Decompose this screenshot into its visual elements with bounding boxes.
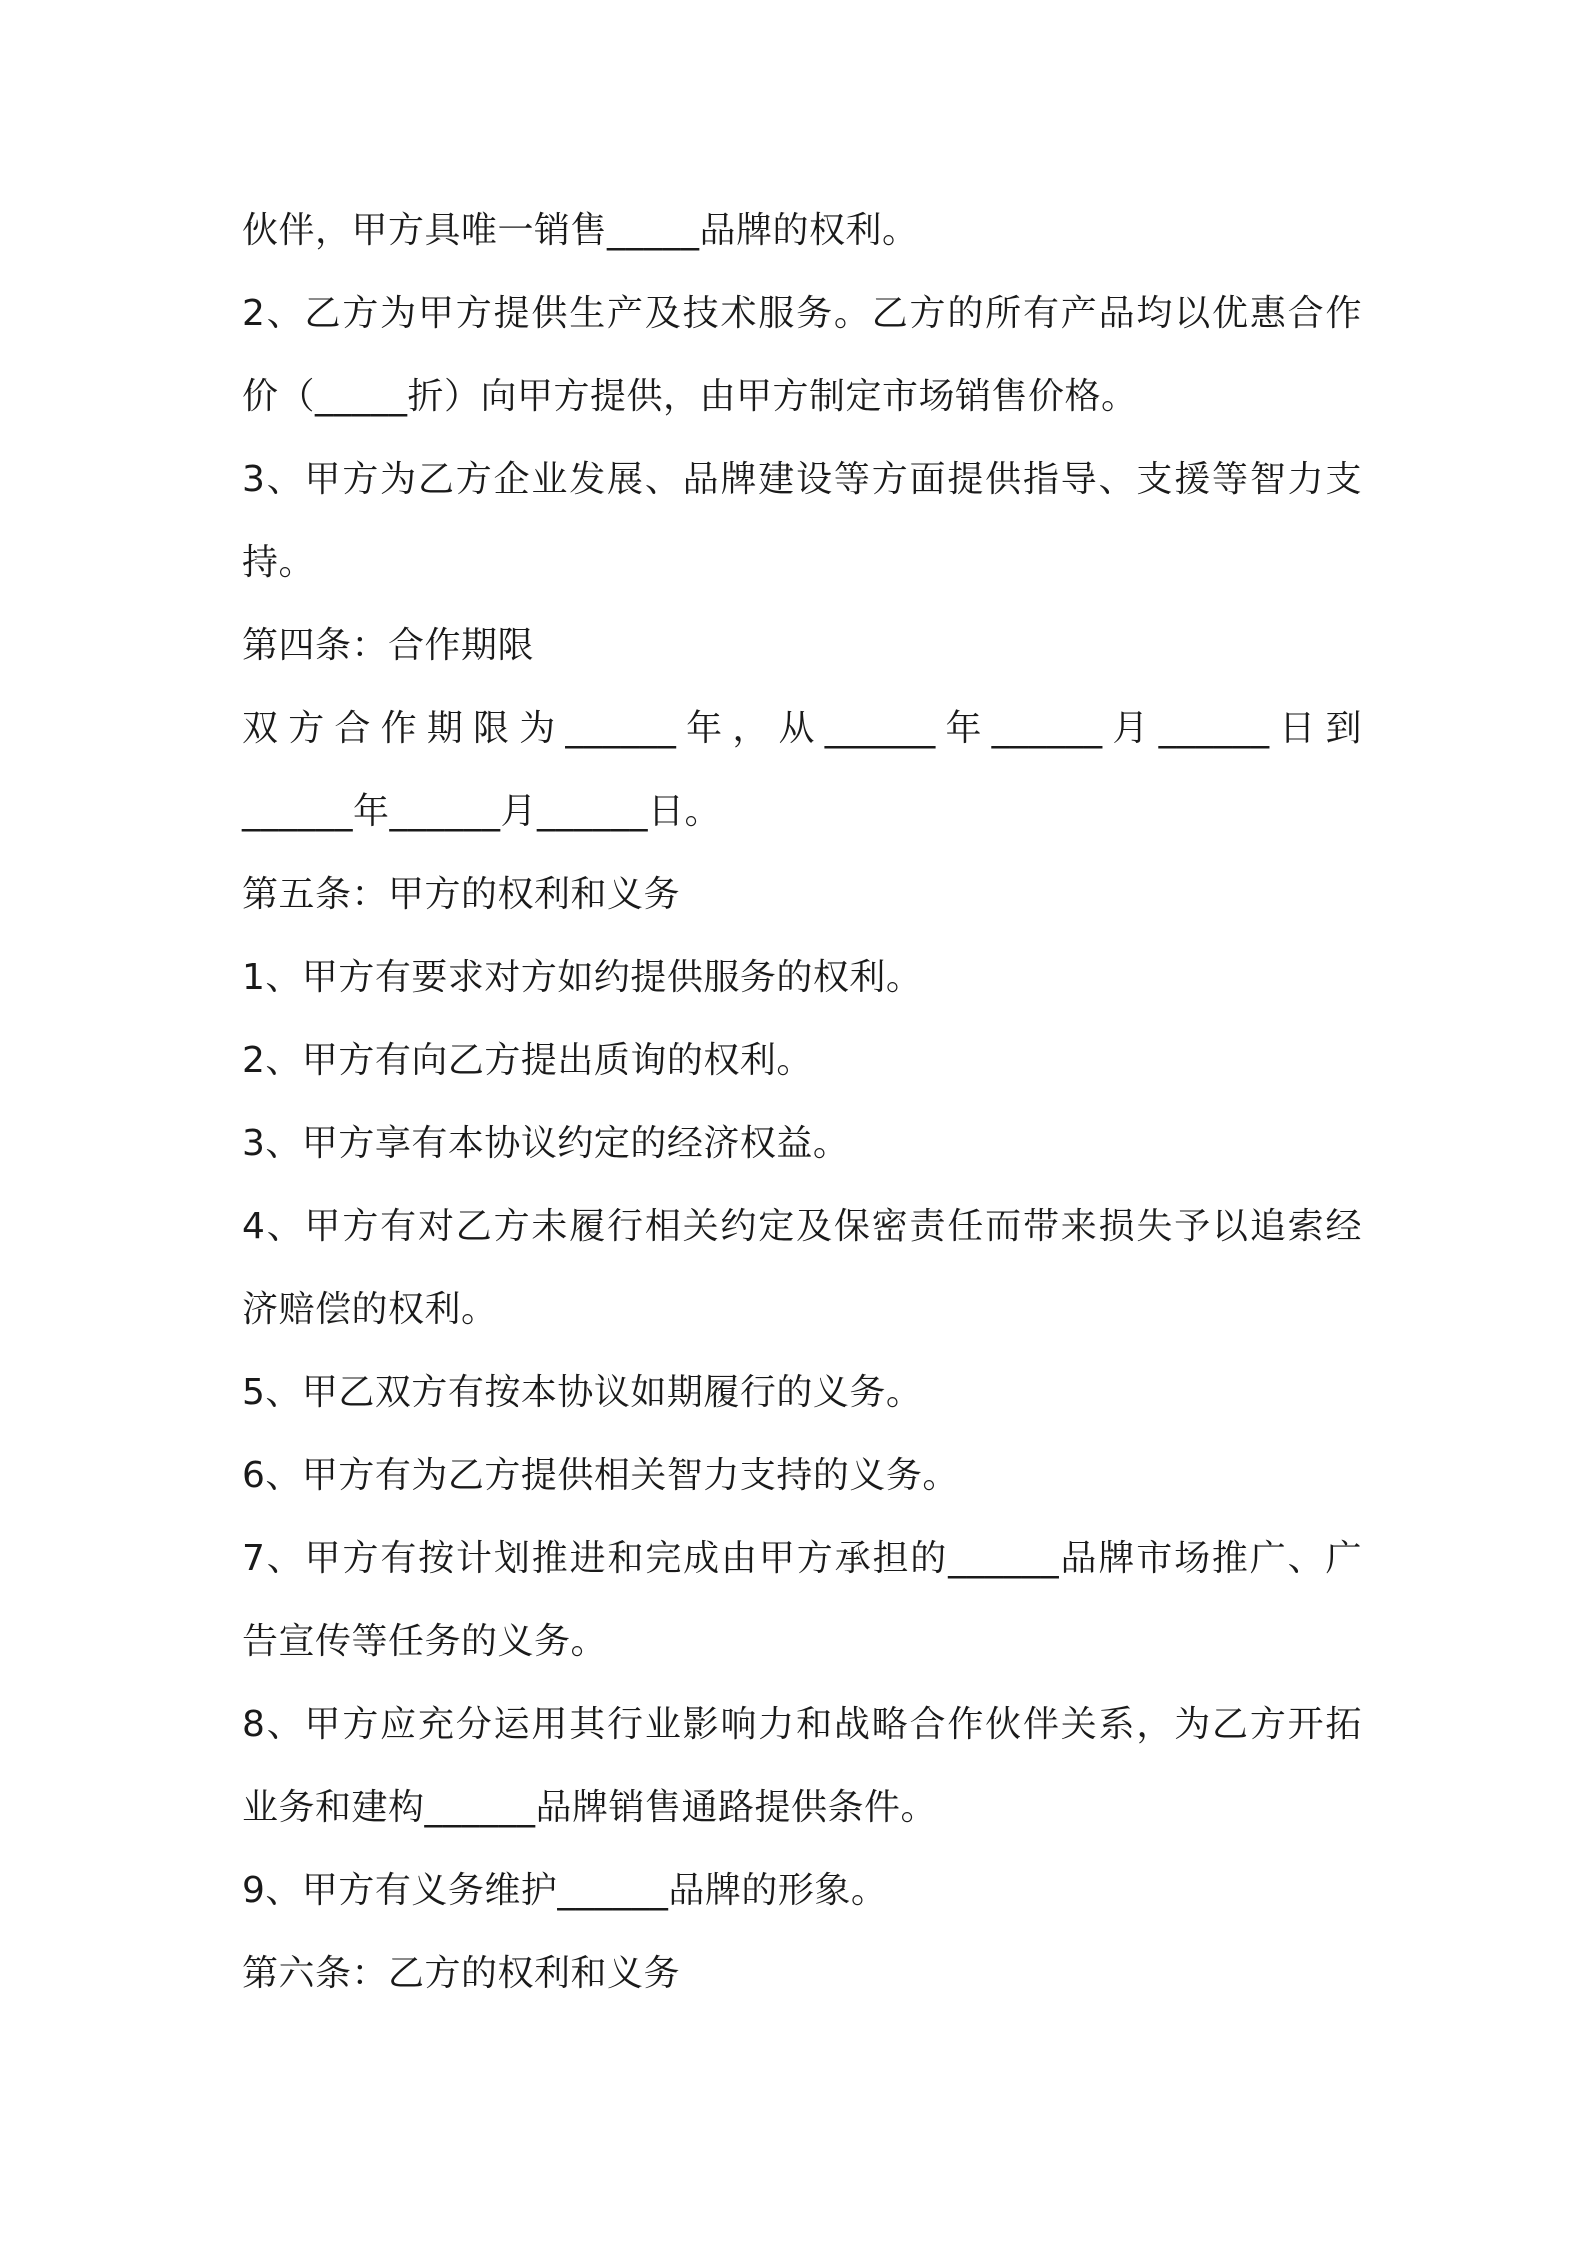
section-heading: 第六条：乙方的权利和义务 xyxy=(242,1953,681,1994)
text-line: 持。 xyxy=(242,542,316,583)
text-line: 价（_____折）向甲方提供，由甲方制定市场销售价格。 xyxy=(242,376,1138,417)
text-line: 双方合作期限为______年，从______年______月______日到 xyxy=(242,708,1362,749)
text-line: 4、甲方有对乙方未履行相关约定及保密责任而带来损失予以追索经 xyxy=(242,1206,1362,1247)
text-line: 伙伴，甲方具唯一销售_____品牌的权利。 xyxy=(242,210,919,251)
text-line: 6、甲方有为乙方提供相关智力支持的义务。 xyxy=(242,1455,959,1496)
text-line: 9、甲方有义务维护______品牌的形象。 xyxy=(242,1870,888,1911)
text-line: 2、乙方为甲方提供生产及技术服务。乙方的所有产品均以优惠合作 xyxy=(242,293,1362,334)
text-line: 5、甲乙双方有按本协议如期履行的义务。 xyxy=(242,1372,923,1413)
text-line: ______年______月______日。 xyxy=(242,791,722,832)
text-line: 3、甲方享有本协议约定的经济权益。 xyxy=(242,1123,850,1164)
text-line: 8、甲方应充分运用其行业影响力和战略合作伙伴关系，为乙方开拓 xyxy=(242,1704,1362,1745)
section-heading: 第四条：合作期限 xyxy=(242,625,535,666)
text-line: 业务和建构______品牌销售通路提供条件。 xyxy=(242,1787,938,1828)
text-line: 告宣传等任务的义务。 xyxy=(242,1621,608,1662)
section-heading: 第五条：甲方的权利和义务 xyxy=(242,874,681,915)
text-line: 2、甲方有向乙方提出质询的权利。 xyxy=(242,1040,813,1081)
text-line: 济赔偿的权利。 xyxy=(242,1289,498,1330)
text-line: 3、甲方为乙方企业发展、品牌建设等方面提供指导、支援等智力支 xyxy=(242,459,1362,500)
text-line: 7、甲方有按计划推进和完成由甲方承担的______品牌市场推广、广 xyxy=(242,1538,1362,1579)
text-line: 1、甲方有要求对方如约提供服务的权利。 xyxy=(242,957,923,998)
